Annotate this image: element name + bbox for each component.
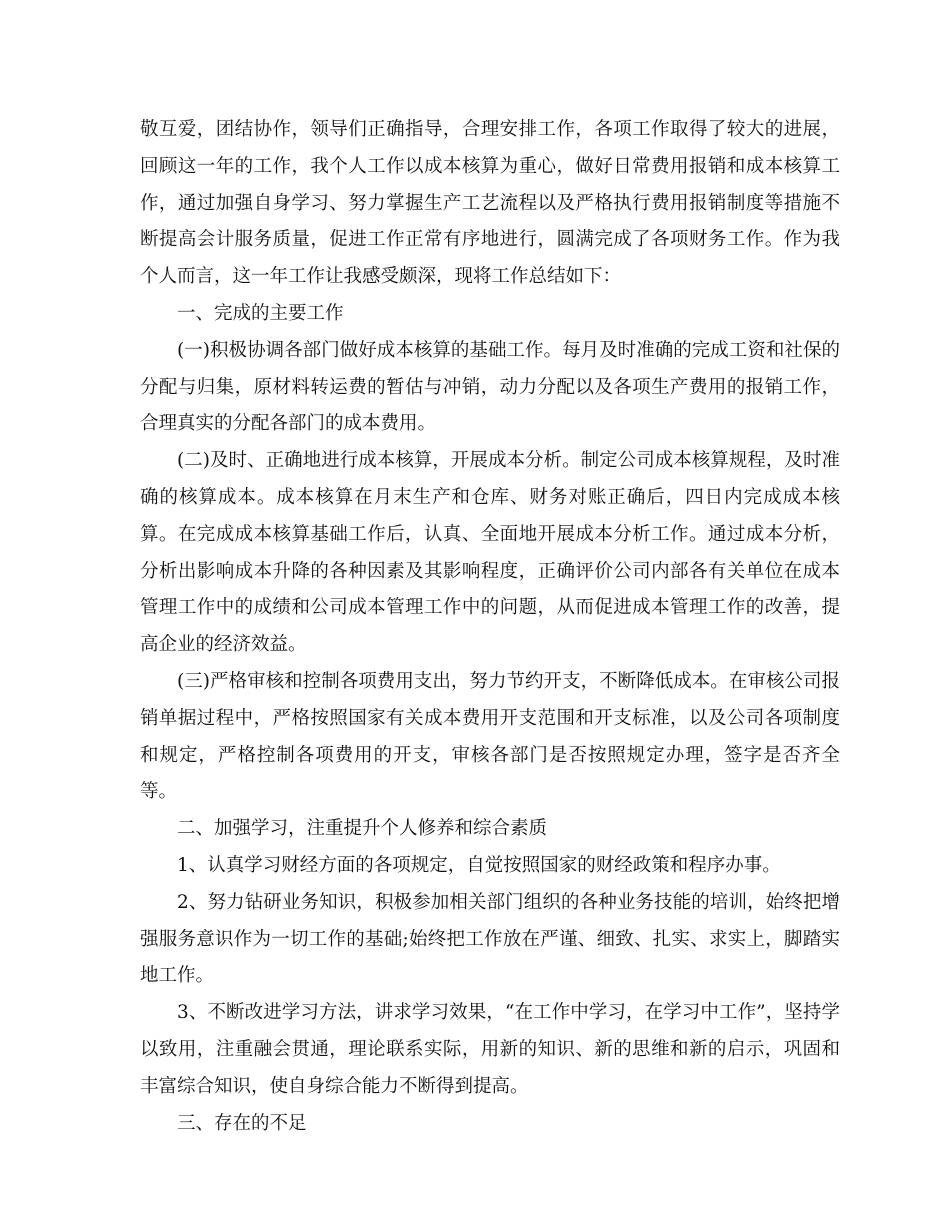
paragraph-opening-continued: 敬互爱，团结协作，领导们正确指导，合理安排工作，各项工作取得了较大的进展，回顾这一年的工作，我个人工作以成本核算为重心，做好日常费用报销和成本核算工作，通过加强自身学习、努力掌握生产工艺流程以及严格执行费用报销制度等措施不断提高会计服务质量，促进工作正常有序地进行，圆满完成了各项财务工作。作为我个人而言，这一年工作让我感受颇深，现将工作总结如下： <box>140 119 840 288</box>
paragraph-item-1: (一)积极协调各部门做好成本核算的基础工作。每月及时准确的完成工资和社保的分配与归集，原材料转运费的暂估与冲销，动力分配以及各项生产费用的报销工作，合理真实的分配各部门的成本费用。 <box>140 339 840 435</box>
paragraph-study-1: 1、认真学习财经方面的各项规定，自觉按照国家的财经政策和程序办事。 <box>177 854 781 876</box>
section-heading-2: 二、加强学习，注重提升个人修养和综合素质 <box>177 818 548 840</box>
section-heading-1: 一、完成的主要工作 <box>177 302 344 324</box>
paragraph-study-3: 3、不断改进学习方法，讲求学习效果，“在工作中学习，在学习中工作”，坚持学以致用，注重融会贯通，理论联系实际，用新的知识、新的思维和新的启示，巩固和丰富综合知识，使自身综合能力不断得到提高。 <box>140 1002 840 1097</box>
paragraph-item-3: (三)严格审核和控制各项费用支出，努力节约开支，不断降低成本。在审核公司报销单据过程中，严格按照国家有关成本费用开支范围和开支标准，以及公司各项制度和规定，严格控制各项费用的开支，审核各部门是否按照规定办理，签字是否齐全等。 <box>140 670 840 803</box>
paragraph-study-2: 2、努力钻研业务知识，积极参加相关部门组织的各种业务技能的培训，始终把增强服务意识作为一切工作的基础;始终把工作放在严谨、细致、扎实、求实上，脚踏实地工作。 <box>140 891 840 987</box>
section-heading-3: 三、存在的不足 <box>177 1112 307 1134</box>
paragraph-item-2: (二)及时、正确地进行成本核算，开展成本分析。制定公司成本核算规程，及时准确的核算成本。成本核算在月末生产和仓库、财务对账正确后，四日内完成成本核算。在完成成本核算基础工作后，认真、全面地开展成本分析工作。通过成本分析，分析出影响成本升降的各种因素及其影响程度，正确评价公司内部各有关单位在成本管理工作中的成绩和公司成本管理工作中的问题，从而促进成本管理工作的改善，提高企业的经济效益。 <box>140 450 840 656</box>
document-body <box>140 112 840 1142</box>
